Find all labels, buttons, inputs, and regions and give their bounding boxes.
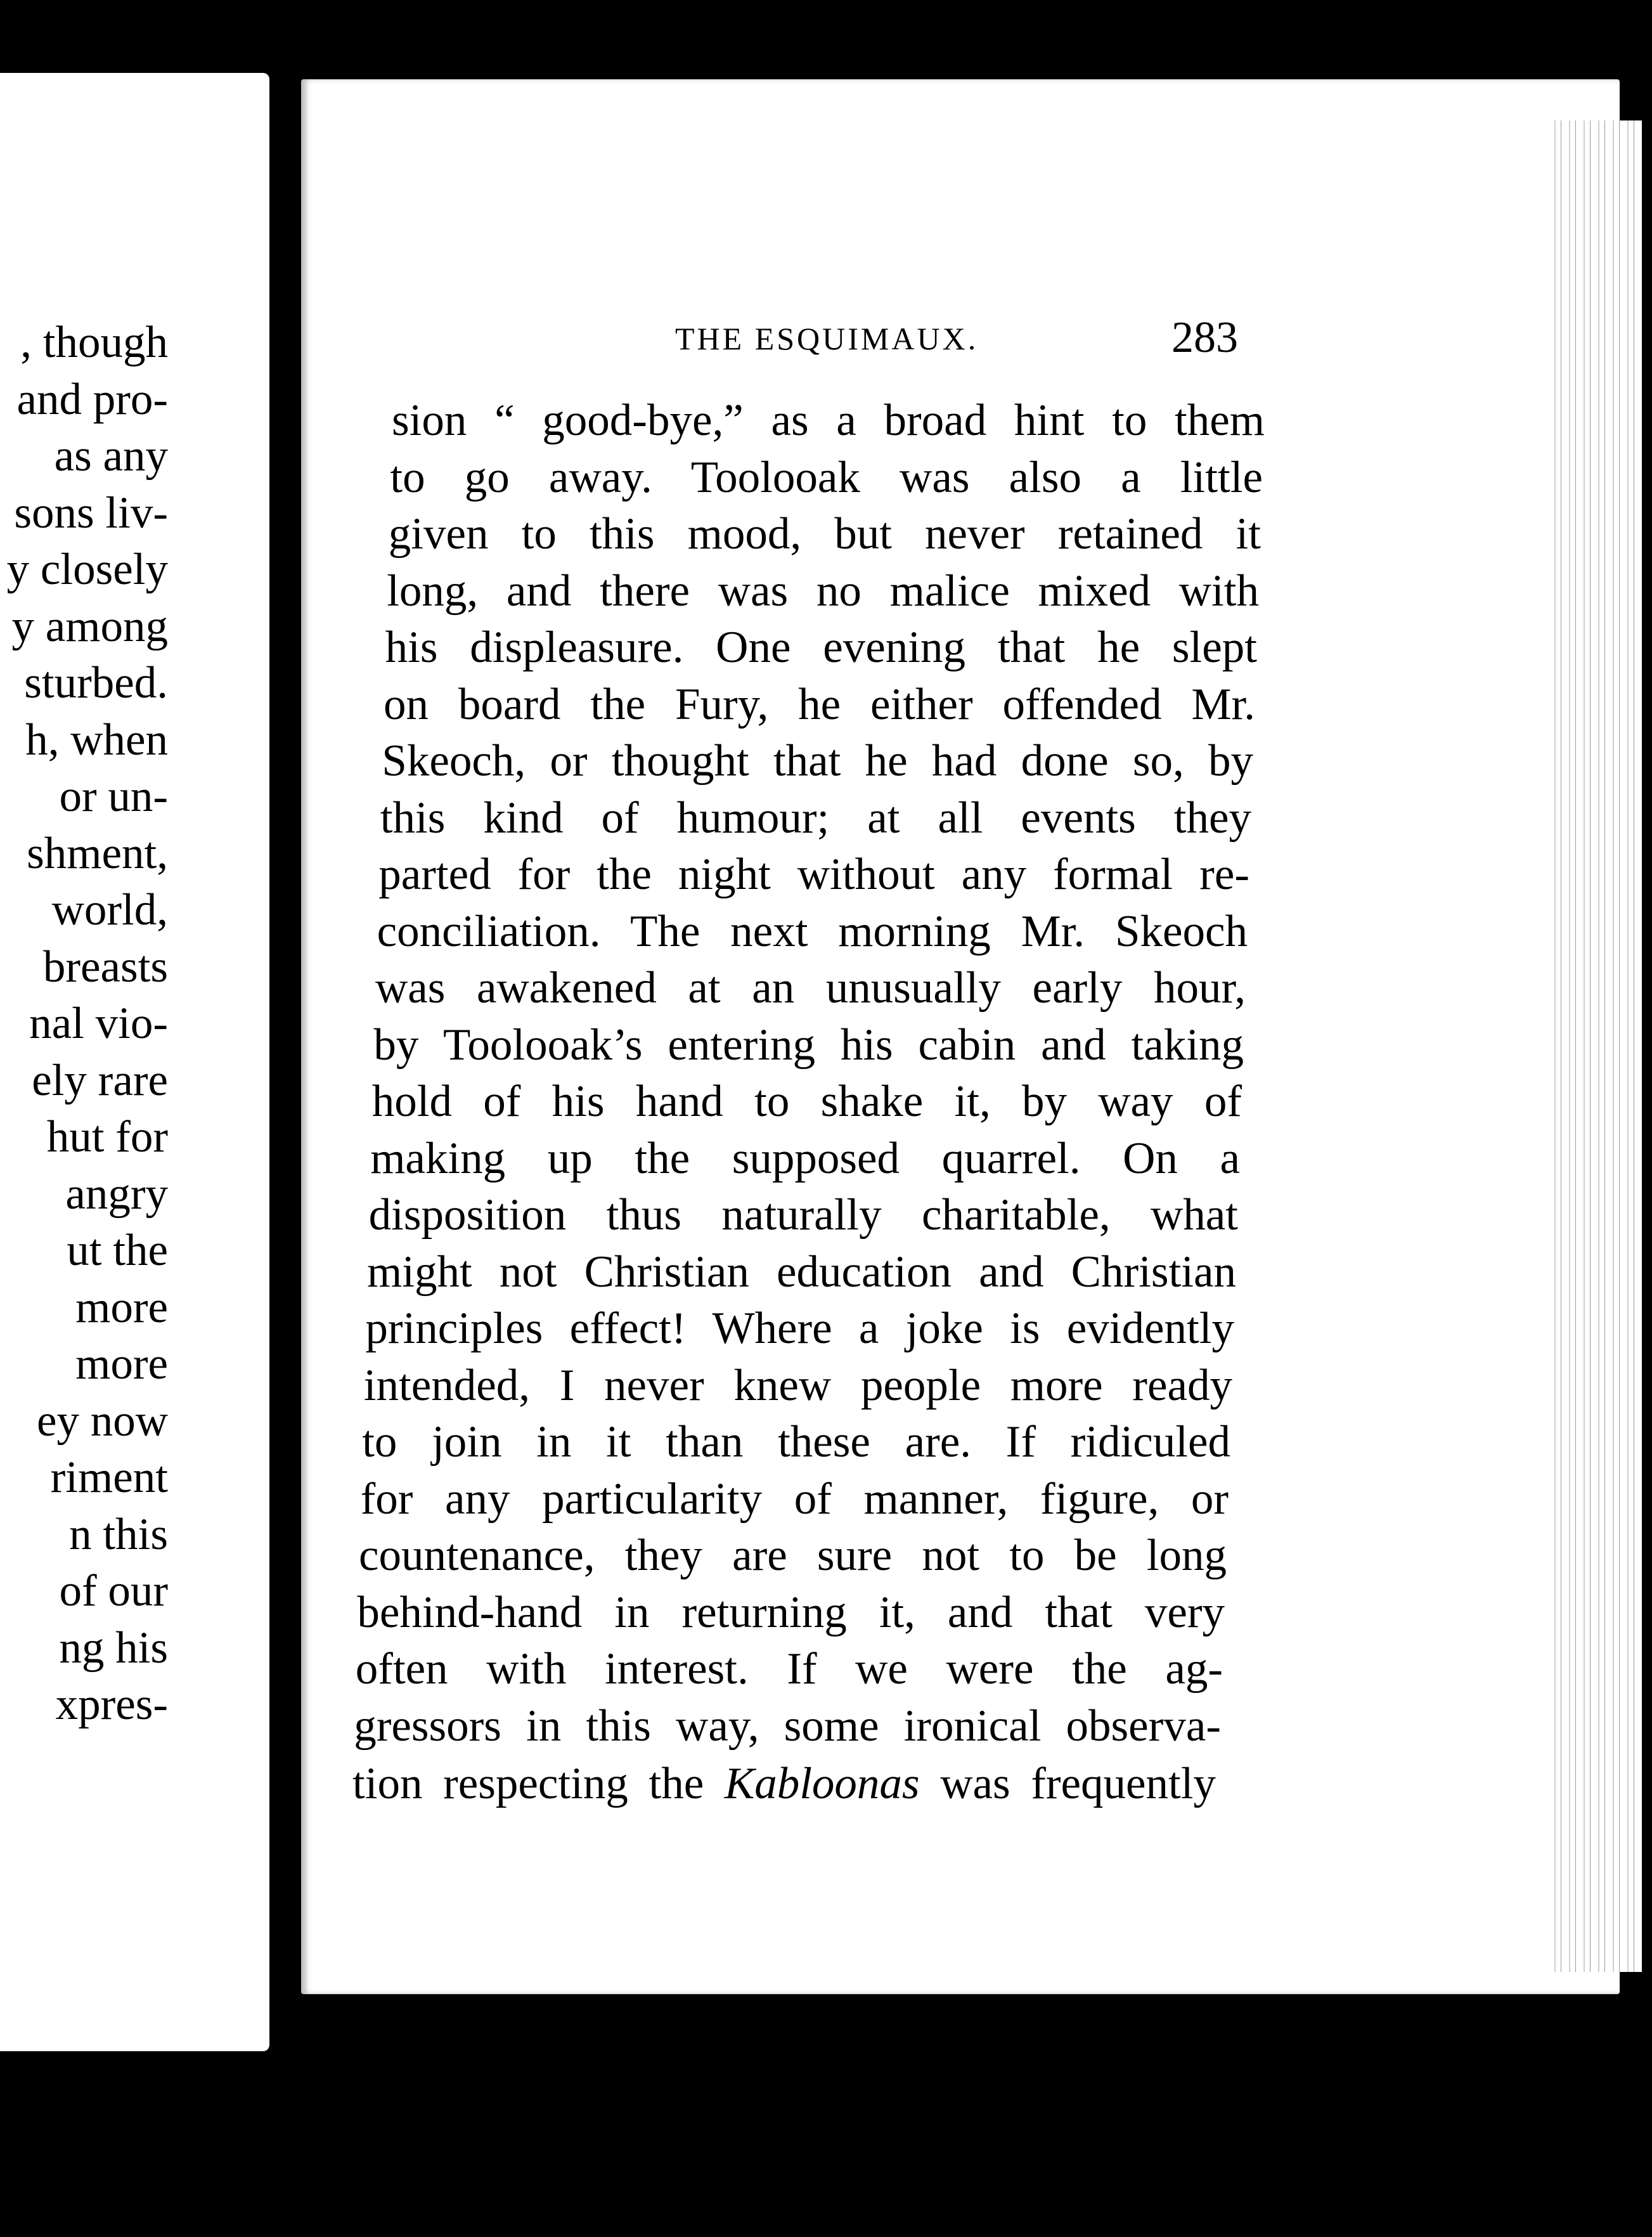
left-page-line: ng his — [59, 1623, 168, 1673]
left-page-line: h, when — [25, 715, 168, 765]
left-page — [0, 73, 269, 2051]
last-line-before: tion respecting the — [352, 1759, 725, 1808]
left-page-line: ut the — [67, 1226, 168, 1275]
left-page-line: riment — [50, 1453, 168, 1502]
left-page-line: world, — [51, 885, 168, 935]
running-head: THE ESQUIMAUX. — [675, 321, 979, 356]
left-page-line: more — [75, 1339, 168, 1389]
body-line: on board the Fury, he either offended Mr. — [384, 679, 1255, 729]
body-line: behind-hand in returning it, and that very — [357, 1587, 1225, 1637]
left-page-line: , though — [20, 318, 168, 367]
left-page-line: n this — [69, 1509, 168, 1559]
left-page-line: angry — [65, 1169, 168, 1219]
body-line: his displeasure. One evening that he slept — [385, 623, 1257, 672]
body-line: to go away. Toolooak was also a little — [390, 452, 1263, 502]
body-line: to join in it than these are. If ridiculed — [362, 1417, 1230, 1467]
left-page-line: y closely — [6, 545, 168, 594]
left-page-line: as any — [54, 431, 168, 481]
page-number: 283 — [1171, 313, 1238, 362]
body-line: principles effect! Where a joke is evidently — [365, 1304, 1234, 1353]
left-page-line: of our — [59, 1566, 168, 1616]
body-line-last — [352, 1761, 1216, 1806]
left-page-line: and pro- — [16, 374, 168, 424]
body-line: often with interest. If we were the ag- — [355, 1644, 1223, 1694]
body-line: by Toolooak’s entering his cabin and taking — [373, 1020, 1244, 1070]
body-line: was awakened at an unusually early hour, — [375, 963, 1246, 1013]
body-line: hold of his hand to shake it, by way of — [371, 1077, 1242, 1126]
body-line: long, and there was no malice mixed with — [387, 566, 1259, 616]
left-page-line: ey now — [36, 1396, 168, 1446]
body-line: countenance, they are sure not to be long — [359, 1531, 1227, 1580]
left-page-line: nal vio- — [29, 999, 168, 1048]
body-line: this kind of humour; at all events they — [380, 793, 1251, 843]
left-page-line: ely rare — [32, 1055, 168, 1105]
body-line: conciliation. The next morning Mr. Skeoch — [377, 906, 1248, 956]
left-page-line: or un- — [59, 772, 168, 821]
body-line: parted for the night without any formal re- — [378, 850, 1249, 899]
last-line-after: was frequently — [919, 1759, 1216, 1808]
body-line: for any particularity of manner, figure, or — [360, 1474, 1229, 1524]
body-line: sion “ good-bye,” as a broad hint to them — [392, 396, 1265, 445]
body-line: might not Christian education and Christian — [367, 1247, 1236, 1297]
body-line: intended, I never knew people more ready — [363, 1360, 1232, 1410]
body-line: gressors in this way, some ironical observa- — [354, 1701, 1221, 1751]
left-page-line: sons liv- — [14, 488, 168, 538]
left-page-line: hut for — [46, 1112, 168, 1162]
left-page-line: breasts — [42, 942, 168, 992]
body-line: Skeoch, or thought that he had done so, by — [382, 736, 1253, 786]
body-line: given to this mood, but never retained it — [388, 509, 1261, 559]
last-line-italic: Kabloonas — [724, 1759, 920, 1808]
body-line: disposition thus naturally charitable, what — [368, 1190, 1238, 1240]
left-page-line: more — [75, 1282, 168, 1332]
left-page-line: shment, — [27, 828, 168, 878]
left-page-line: xpres- — [55, 1680, 168, 1729]
left-page-line: y among — [11, 601, 168, 651]
left-page-line: sturbed. — [24, 658, 168, 708]
page-edge — [1547, 120, 1642, 1972]
body-line: making up the supposed quarrel. On a — [370, 1133, 1240, 1183]
